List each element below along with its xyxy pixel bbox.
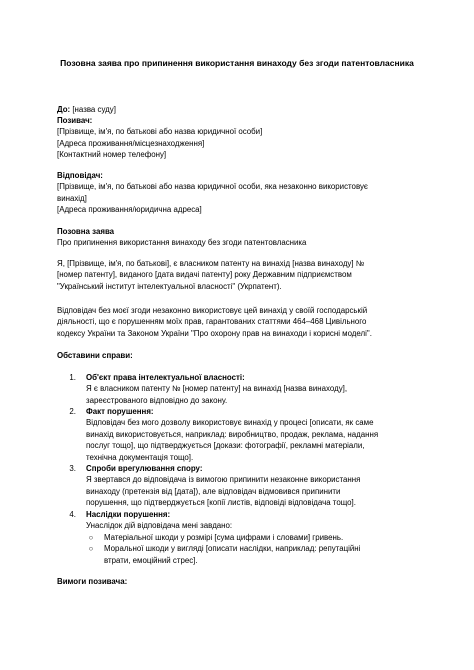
list-item-title: Факт порушення: — [86, 407, 154, 416]
list-item — [57, 463, 427, 509]
list-item — [57, 406, 427, 463]
plaintiff-line: [Контактний номер телефону] — [57, 150, 167, 160]
list-item-title: Наслідки порушення: — [86, 510, 171, 519]
list-item-line: Я є власником патенту № [номер патенту] на винахід [назва винаходу], — [86, 384, 348, 394]
defendant-line: [Адреса проживання/юридична адреса] — [57, 205, 202, 215]
list-item-line: порушення, що підтверджується [копії листів, відповіді відповідача тощо]. — [86, 498, 356, 508]
demands-heading: Вимоги позивача: — [57, 577, 128, 586]
list-item-number: 3. — [69, 464, 76, 473]
sub-list-item — [104, 532, 424, 543]
claim-subject: Про припинення використання винаходу без згоди патентовласника — [57, 238, 307, 248]
paragraph-ownership — [57, 258, 427, 292]
list-item — [57, 509, 427, 569]
addressee-value: [назва суду] — [70, 105, 116, 114]
defendant-line: винахід] — [57, 193, 87, 203]
addressee-label: До: — [57, 105, 71, 114]
claim-label: Позовна заява — [57, 227, 115, 236]
list-item-title: Об'єкт права інтелектуальної власності: — [86, 373, 245, 382]
bullet-circle-icon: ○ — [88, 544, 94, 554]
sub-list-line: Матеріальної шкоди у розмірі [сума цифрами і словами] гривень. — [104, 532, 344, 542]
paragraph-line: Відповідач без моєї згоди незаконно використовує цей винахід у своїй господарській — [57, 306, 368, 315]
list-item-title: Спроби врегулювання спору: — [86, 464, 203, 473]
paragraph-violation — [57, 305, 427, 339]
list-item-number: 2. — [69, 407, 76, 416]
plaintiff-section — [57, 115, 427, 161]
list-item-line: послуг тощо], що підтверджується [докази: фотографії, рекламні матеріали, — [86, 441, 365, 451]
defendant-line: [Прізвище, ім'я, по батькові або назва юридичної особи, яка незаконно використовує — [57, 182, 368, 192]
list-item-line: Унаслідок дій відповідача мені завдано: — [86, 521, 233, 531]
sub-list-line: втрати, емоційний стрес]. — [104, 555, 198, 565]
sub-list-item — [104, 543, 424, 566]
paragraph-line: діяльності, що є порушенням моїх прав, гарантованих статтями 464–468 Цивільного — [57, 317, 367, 327]
plaintiff-label: Позивач: — [57, 116, 93, 125]
bullet-circle-icon: ○ — [88, 532, 94, 542]
list-item-number: 1. — [69, 373, 76, 382]
sub-list-line: Моральної шкоди у вигляді [описати наслідки, наприклад: репутаційні — [104, 544, 361, 554]
list-item-line: винаходу (претензія від [дата]), але відповідач відмовився припинити — [86, 486, 341, 496]
paragraph-line: [номер патенту], виданого [дата видачі патенту] року Державним підприємством — [57, 270, 352, 280]
document-title: Позовна заява про припинення використання винаходу без згоди патентовласника — [60, 58, 414, 68]
list-item-line: Відповідач без мого дозволу використовує винахід у процесі [описати, як саме — [86, 418, 374, 428]
paragraph-line: "Український інститут інтелектуальної власності" (Укрпатент). — [57, 281, 282, 291]
list-item-line: зареєстрованого відповідно до закону. — [86, 395, 228, 405]
defendant-section — [57, 170, 427, 216]
plaintiff-line: [Прізвище, ім'я, по батькові або назва юридичної особи] — [57, 127, 263, 137]
list-item-line: винахід використовується, наприклад: виробництво, продаж, реклама, надання — [86, 429, 379, 439]
defendant-label: Відповідач: — [57, 171, 103, 180]
list-item-line: технічна документація тощо]. — [86, 452, 194, 462]
paragraph-line: кодексу України та Законом України "Про охорону прав на винаходи і корисні моделі". — [57, 328, 372, 338]
list-item-line: Я звертався до відповідача із вимогою припинити незаконне використання — [86, 475, 361, 485]
claim-section — [57, 226, 427, 249]
circumstances-heading: Обставини справи: — [57, 351, 133, 360]
plaintiff-line: [Адреса проживання/місцезнаходження] — [57, 138, 205, 148]
list-item-number: 4. — [69, 510, 76, 519]
addressee-line — [57, 104, 427, 115]
list-item — [57, 372, 427, 406]
paragraph-line: Я, [Прізвище, ім'я, по батькові], є власником патенту на винахід [назва винаходу] № — [57, 259, 365, 268]
